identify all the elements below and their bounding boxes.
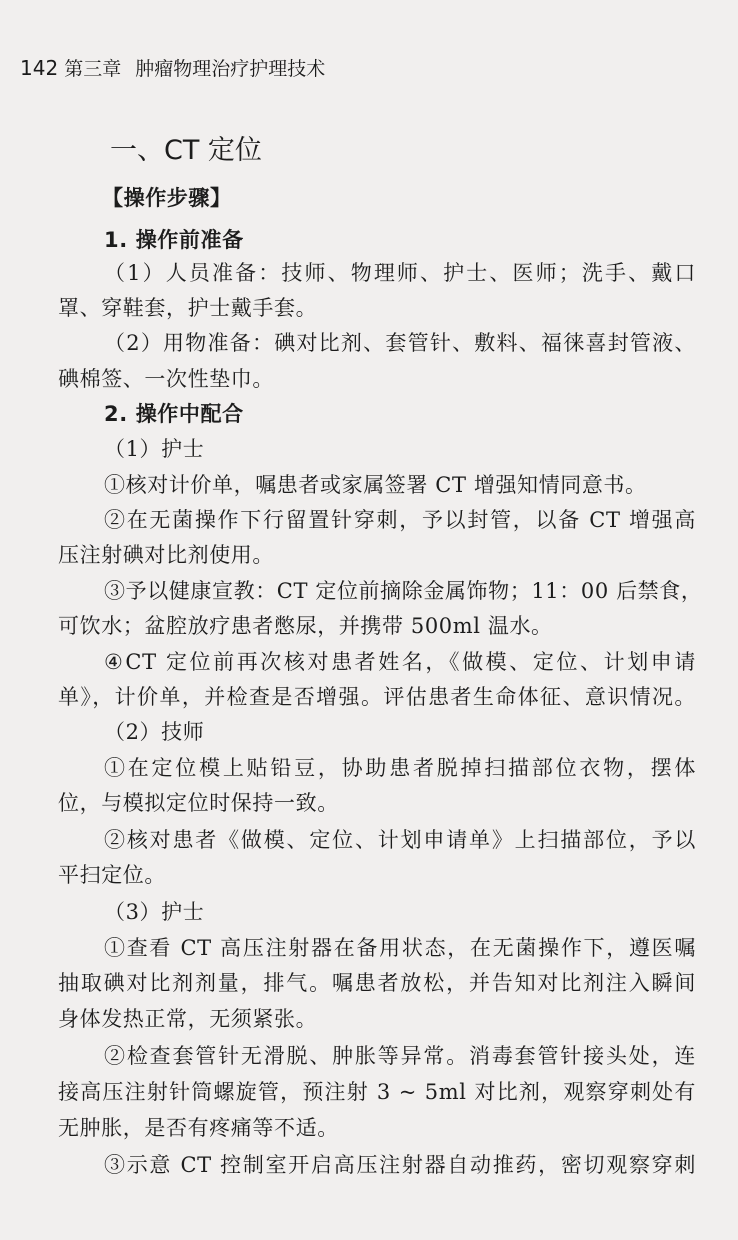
paragraph-line: ①核对计价单，嘱患者或家属签署 CT 增强知情同意书。 (104, 473, 647, 497)
paragraph-line: ①查看 CT 高压注射器在备用状态，在无菌操作下，遵医嘱 (104, 936, 696, 960)
paragraph-line: ③予以健康宣教：CT 定位前摘除金属饰物；11：00 后禁食， (104, 579, 703, 603)
paragraph-line: 平扫定位。 (58, 863, 166, 887)
paragraph-line: 罩、穿鞋套，护士戴手套。 (58, 296, 318, 320)
section-title: 一、CT 定位 (110, 135, 262, 166)
paragraph-line: ④CT 定位前再次核对患者姓名，《做模、定位、计划申请 (104, 650, 696, 674)
page-number: 142 (20, 56, 59, 80)
steps-heading: 【操作步骤】 (102, 186, 232, 210)
paragraph-line: 接高压注射针筒螺旋管，预注射 3 ~ 5ml 对比剂，观察穿刺处有 (58, 1080, 696, 1104)
paragraph-line: 抽取碘对比剂剂量，排气。嘱患者放松，并告知对比剂注入瞬间 (58, 971, 696, 995)
paragraph-line: （1）人员准备：技师、物理师、护士、医师；洗手、戴口 (104, 261, 696, 285)
paragraph-line: ②核对患者《做模、定位、计划申请单》上扫描部位，予以 (104, 828, 696, 852)
paragraph-line: 压注射碘对比剂使用。 (58, 543, 274, 567)
paragraph-line: ②在无菌操作下行留置针穿刺，予以封管，以备 CT 增强高 (104, 508, 696, 532)
paragraph-line: 无肿胀，是否有疼痛等不适。 (58, 1116, 339, 1140)
paragraph-line: 碘棉签、一次性垫巾。 (58, 367, 274, 391)
paragraph-line: ②检查套管针无滑脱、肿胀等异常。消毒套管针接头处，连 (104, 1044, 696, 1068)
item-heading-technician: （2）技师 (104, 720, 205, 744)
paragraph-line: 身体发热正常，无须紧张。 (58, 1007, 318, 1031)
subheading-intra-operation: 2. 操作中配合 (104, 402, 244, 426)
item-heading-nurse: （3）护士 (104, 900, 205, 924)
paragraph-line: ①在定位模上贴铅豆，协助患者脱掉扫描部位衣物，摆体 (104, 756, 696, 780)
paragraph-line: 可饮水；盆腔放疗患者憋尿，并携带 500ml 温水。 (58, 614, 553, 638)
paragraph-line: 单》，计价单，并检查是否增强。评估患者生命体征、意识情况。 (58, 685, 696, 709)
paragraph-line: （2）用物准备：碘对比剂、套管针、敷料、福徕喜封管液、 (104, 331, 696, 355)
chapter-title: 肿瘤物理治疗护理技术 (135, 58, 326, 80)
subheading-pre-operation: 1. 操作前准备 (104, 228, 244, 252)
paragraph-line: ③示意 CT 控制室开启高压注射器自动推药，密切观察穿刺 (104, 1153, 696, 1177)
running-header (20, 54, 325, 81)
paragraph-line: 位，与模拟定位时保持一致。 (58, 791, 339, 815)
chapter-label: 第三章 (64, 58, 122, 80)
item-heading-nurse: （1）护士 (104, 437, 205, 461)
